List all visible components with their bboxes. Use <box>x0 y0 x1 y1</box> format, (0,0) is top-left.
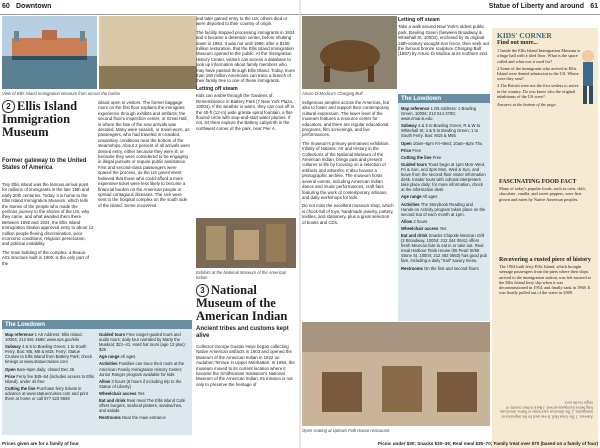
lowdown-row: Eat and drink Real meal The Ellis Island Café offers burgers, seafood platters, sandwiches, and salads. <box>99 398 186 414</box>
charging-bull-photo <box>302 16 397 89</box>
lowdown-row: Wheelchair access Yes <box>99 390 145 396</box>
shop-caption: Open seating at Uptown Folk House restaurant <box>302 428 390 433</box>
lowdown-row: Open 10am–5pm Fri–Wed; 10am–8pm Thu <box>401 140 483 146</box>
kids-corner-title: KIDS' CORNER <box>497 31 552 40</box>
letting-off-steam-heading: Letting off steam <box>196 85 238 92</box>
lowdown-row: Guided tours Free ranger-guided tours and audio tours; daily tour narrated by Marty the Muskrat; $21–41. Hard hat tours (age 13 plus): $25 <box>99 332 186 353</box>
question-1: 1 Inside the Ellis Island Immigration Museum is a huge hall with a tiled floor. What is the space called and what was it used for? <box>497 48 581 64</box>
feature2-subtitle: Ancient tribes and customs kept alive <box>196 326 289 339</box>
lowdown-row: Allow 3 hours (6 hours if including trip to the Statue of Liberty) <box>99 378 182 389</box>
feature2-text: Collector George Gustav Heye began collecting Native American artifacts in 1903 and opened the Museum of the American Indian in 1922 on Audubon Terrace in Upper Manhattan. In 1994, the museum moved to its current location where it became the Smithsonian Institution's National Museum of the American Indian. Its mission is not only to preserve the heritage of <box>196 344 295 387</box>
rusted-text: The 1904 built ferry Ellis Island, which brought steerage passengers from the piers where their ships arrived to the immigration station, was left moored at the Ellis Island ferry slip when it was decommissioned in 1954, and finally sank in 1968. It was finally pulled out of the water in 2009. <box>499 264 591 296</box>
lowdown-row: Activities The Storybook Reading and Hands-on Activity program takes place on the second Sat of each month at 1pm. <box>401 201 486 217</box>
feature2-number-badge: 3 <box>196 284 209 297</box>
lowdown-row: Cutting the line Free <box>401 154 442 160</box>
lowdown-row: Age range All ages <box>401 194 438 200</box>
lowdown-row: Subway 4 & 5 to Bowling Green; R & W to Whitehall St; 4 & 5 to Bowling Green; 1 to South Ferry. Bus: M15 & M55 <box>401 123 481 139</box>
left-col-3: and later gained entry to the US; others died or were deported to their country of origin. The facility stopped processing immigrants in 1924 and it became a detention center, before shutting down in 1954. It was not until 1990, after a $160 million restoration, that the Ellis Island Immigration Museum opened to the public. At the Immigration History Center, visitors can access a database to look up information about family members who may have passed through Ellis Island. Today, more than 150 million Americans can trace a branch of their family tree to one of these immigrants. Letting off steam Kids can amble through the Gardens of Remembrance in Battery Park (7 New York Plaza, 10004). If the weather is warm, they can cool off in the 40-ft (12-m) wide granite spiral fountain, a flat-floored circle with stop-and-start water plumes. If not, let them explore the Battery Labyrinth in the northwest corner of the park, near Pier A. <box>196 16 295 131</box>
food-fact <box>499 180 591 202</box>
answers-note: Answers at the bottom of the page. <box>497 102 557 108</box>
right-footer: Picnic under $30; Snacks $30–35; Real meal $35–70; Family treat over $70 (based on a family of four) <box>377 441 598 446</box>
lowdown-box <box>2 320 192 435</box>
left-footer: Prices given are for a family of four <box>2 441 79 446</box>
find-out-heading: Find out more... <box>497 40 539 46</box>
section-title: Statue of Liberty and around <box>488 3 584 10</box>
letting-off-steam-heading: Letting off steam <box>398 17 440 23</box>
right-page <box>300 0 600 448</box>
exhibit-photo <box>196 218 296 268</box>
kids-corner <box>492 28 598 448</box>
lowdown-row: Activities Families can trace their roots at the American Family Immigration History Center; Junior Ranger program available for kids <box>99 361 185 377</box>
kids-questions <box>497 41 583 107</box>
exhibit-caption: Exhibits at the National Museum of the American Indian <box>196 270 287 280</box>
photo-caption: View of Ellis Island Immigration Museum from across the harbor <box>2 91 121 96</box>
lowdown-col-2 <box>99 332 189 422</box>
upside-down-answers: Answers: 1 The Great Hall. It was used for the inspection of immigrants. 2 The Americas were home to Native Americans long before Europeans arrived. 3 Back to their country of origin via the ferry. <box>499 400 593 418</box>
rusted-title: Recovering a rusted piece of history <box>499 257 591 263</box>
cartoon-figure-icon <box>580 48 596 108</box>
lowdown-row: Subway 4 & 5 to Bowling Green; 1 to South Ferry. Bus: M5, M6 & M15. Ferry: Statue Cruises to Ellis Island from Battery Park; check timings at www.statuecruises.com <box>5 344 93 365</box>
lowdown-row: Map reference 1 A5 Address: Ellis Island, 10004; 212 561 4588; www.nps.gov/elis <box>5 332 83 343</box>
lowdown-title: The Lowdown <box>2 321 192 329</box>
right-header <box>300 0 600 15</box>
left-header <box>0 0 300 15</box>
lowdown-row: Wheelchair access Yes <box>401 225 447 231</box>
lowdown-row: Eat and drink Snacks Chipotle Mexican Grill (2 Broadway, 10004; 212 344 0941) offers fresh Mexican fare to eat in or take out. Real meal Harbour Tsink House (85 Pearl St/58 Stone St, 10004; 212 482 0663) has good pub fare, including a daily "trail" savory menu. <box>401 232 487 264</box>
lowdown-col-1 <box>5 332 95 422</box>
lowdown-row: Guided tours Tours begin at 1pm Mon–Wed, Fri & Sun, and 3pm Mon, Wed & Sun, and leave from the second-floor visitor information desk. Insider tours with cultural interpreters take place daily; for more information, check at the information desk <box>401 161 486 193</box>
feature-number-badge: 2 <box>2 100 15 113</box>
left-col-1: Tiny Ellis Island was the famous arrival point for millions of immigrants in the late 19th and early 20th centuries. Today, it is home to the Ellis Island Immigration Museum, which tells the stories of the people who made the perilous journey to the shores of the US, why they came, and what awaited them there. Between 1892 and 1924, the Ellis Island Immigration Station approved entry to about 12 million people fleeing discrimination, poor economic conditions, religious persecution, and political instability. The main building of the complex, a Beaux-Arts structure built in 1900, is the only part of the <box>2 182 94 266</box>
lowdown-row: Open 9am–5pm daily; closed Dec 25 <box>5 366 75 372</box>
lowdown-row: Restrooms On the first and second floors <box>401 265 479 271</box>
lowdown-row: Cutting the line Purchase ferry tickets in advance at www.statuecruises.com and print them at home or call 877 523 9849 <box>5 385 88 402</box>
lowdown-row: Allow 2 hours <box>401 218 428 224</box>
section-title: Downtown <box>16 3 52 10</box>
feature2-title: 3 National Museum of the American Indian <box>196 283 288 323</box>
food-fact-title: FASCINATING FOOD FACT <box>499 179 577 185</box>
right-col-a: indigenous peoples across the Americas, but also to foster and support their contemporary cultural expression. The lower level of the museum features a resource center for educators, and there are regular educational programs, film screenings, and live performances. The museum's primary permanent exhibition, Infinity of Nations: Art and History in the Collections of the National Museum of the American Indian, brings past and present cultures to life by focusing on a selection of artifacts and artworks. It also houses a photographic archive. The museum hosts several events, including American Indian dance and music performances, craft fairs featuring the work of contemporary artisans, and daily workshops for kids. Do not miss the excellent museum shop, which is chock-full of toys, handmade jewelry, pottery, textiles, and stationery, plus a great selection of books and CDs. <box>302 100 394 225</box>
left-col-2: island open to visitors. The former baggage room on the first floor explains the immigrant experience through exhibits and artifacts; the second floor's inspection center, or Great Hall, is where the fate of the new arrivals was decided. Many were seasick, or travel-worn, as passengers, who had traveled in crowded, unsanitary conditions near the bottom of the steamships. About 2 percent of all arrivals were denied entry, either because they were ill, or because they were considered to be engaging in illegal pursuits or require public assistance. First and second-class passengers were spared the process, as the US government believed that those who could afford a more expensive ticket were less likely to become a financial burden on the American people or spread contagious diseases. The sick were sent to the hospital complex on the south side of the island. Some recovered <box>98 100 191 208</box>
lowdown-row: Price Ferry fee $45–54 (includes access to Ellis Island), under 4s free <box>5 373 94 384</box>
page-number: 61 <box>590 3 598 10</box>
page-number: 60 <box>2 3 10 10</box>
question-2: 2 Some of the immigrants who arrived at Ellis Island were denied admission to the US. Where were they sent? <box>497 65 579 82</box>
lowdown-row: Restrooms Near the main entrance <box>99 415 166 421</box>
rusted-history <box>499 258 591 295</box>
lowdown-row: Map reference 1 D5 Address: 1 Bowling Green, 10004; 212 514 3700; www.nmai.si.edu <box>401 106 477 122</box>
lowdown-box-right <box>398 94 490 321</box>
ellis-island-photo <box>2 16 97 89</box>
restaurant-photo <box>302 322 490 426</box>
bull-caption: Arturo Di Modica's Charging Bull <box>302 91 363 96</box>
lowdown-col <box>401 106 487 273</box>
lowdown-row: Age range All ages <box>99 354 136 360</box>
question-3: 3 The British were not the first settlers to arrive in the country. Do you know who the original inhabitants of the US were? <box>497 83 579 99</box>
food-fact-text: Many of today's popular foods, such as corn, chili, chocolate, vanilla, and sweet peppers, were first grown and eaten by Native American peoples. <box>499 186 586 202</box>
feature-subtitle: Former gateway to the United States of America <box>2 158 87 171</box>
lowdown-title: The Lowdown <box>398 95 490 103</box>
lowdown-row: Price Free <box>401 147 422 153</box>
museum-hall-photo <box>99 16 197 89</box>
right-col-b: Letting off steam Take a walk around New York's oldest public park, Bowling Green (between Broadway & Whitehall St, 10004), enclosed by its original 18th-century wrought-iron fence, then seek out the famous bronze sculpture Charging Bull (1987) by Arturo Di Modica at its northern end. <box>398 17 489 57</box>
feature-title: 2 Ellis Island Immigration Museum <box>2 99 78 139</box>
